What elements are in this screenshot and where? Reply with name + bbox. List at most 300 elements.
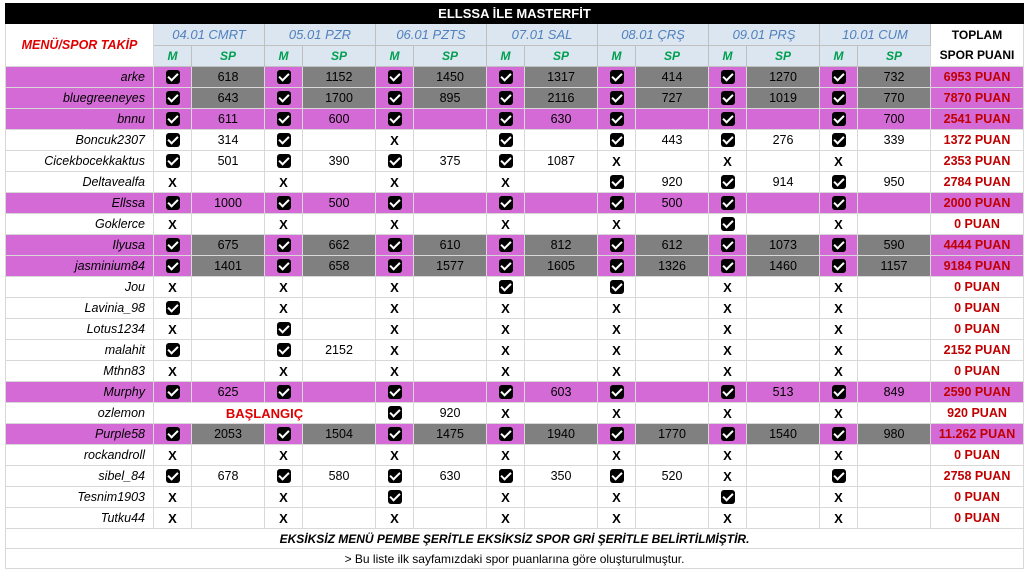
sport-points-cell xyxy=(414,109,487,130)
sport-points-cell: 630 xyxy=(414,466,487,487)
sport-column-header: SP xyxy=(303,46,376,67)
checkbox-checked-icon xyxy=(721,238,735,252)
sport-points-cell: 2152 xyxy=(303,340,376,361)
checkbox-checked-icon xyxy=(721,385,735,399)
sport-points-cell xyxy=(192,361,265,382)
sport-points-cell: 375 xyxy=(414,151,487,172)
sport-points-cell xyxy=(858,277,931,298)
sport-points-cell xyxy=(858,466,931,487)
sport-points-cell xyxy=(858,340,931,361)
sport-points-cell: 443 xyxy=(636,130,709,151)
checkbox-checked-icon xyxy=(499,469,513,483)
sport-points-cell: 2116 xyxy=(525,88,598,109)
total-points: 2758 PUAN xyxy=(931,466,1024,487)
checkbox-checked-icon xyxy=(610,70,624,84)
menu-status-cell xyxy=(154,214,192,235)
menu-status-cell xyxy=(376,382,414,403)
menu-status-cell xyxy=(154,298,192,319)
sport-points-cell xyxy=(636,277,709,298)
x-mark-icon: X xyxy=(390,447,399,463)
x-mark-icon: X xyxy=(168,489,177,505)
participant-name: bluegreeneyes xyxy=(6,88,154,109)
sport-points-cell: 1700 xyxy=(303,88,376,109)
checkbox-checked-icon xyxy=(721,490,735,504)
checkbox-checked-icon xyxy=(610,91,624,105)
checkbox-checked-icon xyxy=(166,91,180,105)
sport-points-cell: 276 xyxy=(747,130,820,151)
menu-status-cell xyxy=(709,193,747,214)
sport-points-cell xyxy=(858,445,931,466)
menu-status-cell xyxy=(709,88,747,109)
checkbox-checked-icon xyxy=(166,427,180,441)
menu-status-cell xyxy=(709,172,747,193)
participant-row xyxy=(6,487,1024,508)
menu-status-cell xyxy=(376,403,414,424)
menu-status-cell xyxy=(598,340,636,361)
sport-points-cell xyxy=(525,277,598,298)
sport-points-cell xyxy=(636,382,709,403)
sport-points-cell: 1475 xyxy=(414,424,487,445)
menu-status-cell xyxy=(709,109,747,130)
x-mark-icon: X xyxy=(390,342,399,358)
checkbox-checked-icon xyxy=(277,238,291,252)
sport-points-cell xyxy=(636,151,709,172)
x-mark-icon: X xyxy=(612,363,621,379)
x-mark-icon: X xyxy=(723,300,732,316)
menu-column-header: M xyxy=(376,46,414,67)
menu-status-cell xyxy=(598,130,636,151)
sport-points-cell xyxy=(192,340,265,361)
checkbox-checked-icon xyxy=(388,70,402,84)
checkbox-checked-icon xyxy=(499,70,513,84)
menu-status-cell xyxy=(265,256,303,277)
menu-status-cell xyxy=(598,172,636,193)
total-points: 2353 PUAN xyxy=(931,151,1024,172)
sport-points-cell xyxy=(636,508,709,529)
sport-points-cell xyxy=(747,193,820,214)
total-points: 0 PUAN xyxy=(931,508,1024,529)
checkbox-checked-icon xyxy=(277,154,291,168)
menu-status-cell xyxy=(820,67,858,88)
date-header: 10.01 CUM xyxy=(820,24,931,46)
checkbox-checked-icon xyxy=(721,70,735,84)
sport-points-cell xyxy=(747,445,820,466)
participant-name: malahit xyxy=(6,340,154,361)
checkbox-checked-icon xyxy=(721,175,735,189)
sport-points-cell xyxy=(303,319,376,340)
x-mark-icon: X xyxy=(501,216,510,232)
x-mark-icon: X xyxy=(390,363,399,379)
x-mark-icon: X xyxy=(279,300,288,316)
menu-status-cell xyxy=(820,508,858,529)
sport-points-cell: 390 xyxy=(303,151,376,172)
date-header: 07.01 SAL xyxy=(487,24,598,46)
checkbox-checked-icon xyxy=(388,154,402,168)
menu-status-cell xyxy=(598,193,636,214)
total-header-line1: TOPLAM xyxy=(951,28,1003,42)
menu-status-cell xyxy=(265,340,303,361)
sport-points-cell xyxy=(636,361,709,382)
menu-status-cell xyxy=(265,466,303,487)
menu-status-cell xyxy=(376,172,414,193)
menu-status-cell xyxy=(265,109,303,130)
checkbox-checked-icon xyxy=(499,154,513,168)
participant-name: sibel_84 xyxy=(6,466,154,487)
menu-status-cell xyxy=(709,319,747,340)
menu-status-cell xyxy=(709,361,747,382)
checkbox-checked-icon xyxy=(166,196,180,210)
total-points: 9184 PUAN xyxy=(931,256,1024,277)
x-mark-icon: X xyxy=(723,510,732,526)
checkbox-checked-icon xyxy=(721,112,735,126)
x-mark-icon: X xyxy=(390,174,399,190)
total-points: 0 PUAN xyxy=(931,319,1024,340)
sport-points-cell xyxy=(525,319,598,340)
x-mark-icon: X xyxy=(612,216,621,232)
sport-points-cell xyxy=(858,319,931,340)
sport-points-cell: 520 xyxy=(636,466,709,487)
participant-name: Ellssa xyxy=(6,193,154,214)
x-mark-icon: X xyxy=(279,510,288,526)
x-mark-icon: X xyxy=(168,279,177,295)
sport-points-cell xyxy=(636,214,709,235)
x-mark-icon: X xyxy=(834,363,843,379)
checkbox-checked-icon xyxy=(277,343,291,357)
sport-points-cell: 700 xyxy=(858,109,931,130)
sport-points-cell xyxy=(303,130,376,151)
menu-status-cell xyxy=(487,361,525,382)
sport-points-cell xyxy=(636,340,709,361)
participant-row xyxy=(6,130,1024,151)
x-mark-icon: X xyxy=(501,174,510,190)
sport-points-cell: 1577 xyxy=(414,256,487,277)
menu-status-cell xyxy=(709,445,747,466)
checkbox-checked-icon xyxy=(499,196,513,210)
menu-status-cell xyxy=(265,151,303,172)
x-mark-icon: X xyxy=(834,405,843,421)
x-mark-icon: X xyxy=(612,300,621,316)
checkbox-checked-icon xyxy=(610,238,624,252)
sport-points-cell: 1770 xyxy=(636,424,709,445)
participant-row xyxy=(6,172,1024,193)
total-points: 2784 PUAN xyxy=(931,172,1024,193)
menu-column-header: M xyxy=(265,46,303,67)
menu-status-cell xyxy=(376,424,414,445)
menu-status-cell xyxy=(265,193,303,214)
menu-status-cell xyxy=(376,151,414,172)
x-mark-icon: X xyxy=(390,300,399,316)
sport-points-cell xyxy=(192,172,265,193)
checkbox-checked-icon xyxy=(166,259,180,273)
menu-status-cell xyxy=(265,445,303,466)
sport-points-cell: 314 xyxy=(192,130,265,151)
sport-points-cell: 1540 xyxy=(747,424,820,445)
menu-status-cell xyxy=(709,508,747,529)
menu-status-cell xyxy=(154,88,192,109)
menu-status-cell xyxy=(265,88,303,109)
sport-points-cell: 625 xyxy=(192,382,265,403)
menu-status-cell xyxy=(154,466,192,487)
checkbox-checked-icon xyxy=(166,112,180,126)
total-points: 11.262 PUAN xyxy=(931,424,1024,445)
sport-points-cell xyxy=(747,109,820,130)
sport-points-cell xyxy=(303,172,376,193)
participant-row xyxy=(6,235,1024,256)
menu-status-cell xyxy=(154,193,192,214)
menu-status-cell xyxy=(154,277,192,298)
sport-points-cell xyxy=(636,109,709,130)
menu-status-cell xyxy=(598,319,636,340)
checkbox-checked-icon xyxy=(832,469,846,483)
x-mark-icon: X xyxy=(723,468,732,484)
date-header: 04.01 CMRT xyxy=(154,24,265,46)
sport-points-cell: 678 xyxy=(192,466,265,487)
menu-status-cell xyxy=(487,382,525,403)
menu-status-cell xyxy=(709,340,747,361)
menu-status-cell xyxy=(376,88,414,109)
participant-rows xyxy=(6,67,1024,529)
x-mark-icon: X xyxy=(390,510,399,526)
menu-status-cell xyxy=(598,487,636,508)
participant-name: Cicekbocekkaktus xyxy=(6,151,154,172)
sport-points-cell xyxy=(192,508,265,529)
menu-status-cell xyxy=(598,424,636,445)
sport-points-cell xyxy=(858,298,931,319)
checkbox-checked-icon xyxy=(832,133,846,147)
checkbox-checked-icon xyxy=(499,259,513,273)
sport-points-cell xyxy=(414,298,487,319)
participant-name: Tesnim1903 xyxy=(6,487,154,508)
x-mark-icon: X xyxy=(834,216,843,232)
checkbox-checked-icon xyxy=(721,217,735,231)
participant-row xyxy=(6,361,1024,382)
x-mark-icon: X xyxy=(501,363,510,379)
menu-status-cell xyxy=(265,214,303,235)
menu-status-cell xyxy=(709,403,747,424)
menu-status-cell xyxy=(598,214,636,235)
sport-column-header: SP xyxy=(525,46,598,67)
menu-status-cell xyxy=(265,67,303,88)
sport-points-cell xyxy=(747,214,820,235)
sport-points-cell xyxy=(747,298,820,319)
x-mark-icon: X xyxy=(168,174,177,190)
x-mark-icon: X xyxy=(612,153,621,169)
x-mark-icon: X xyxy=(723,321,732,337)
checkbox-checked-icon xyxy=(166,238,180,252)
participant-name: Mthn83 xyxy=(6,361,154,382)
x-mark-icon: X xyxy=(168,321,177,337)
menu-status-cell xyxy=(154,109,192,130)
menu-status-cell xyxy=(487,151,525,172)
participant-row xyxy=(6,382,1024,403)
menu-status-cell xyxy=(820,235,858,256)
menu-status-cell xyxy=(154,67,192,88)
sport-points-cell xyxy=(414,193,487,214)
menu-status-cell xyxy=(709,235,747,256)
checkbox-checked-icon xyxy=(832,91,846,105)
sport-points-cell: 414 xyxy=(636,67,709,88)
menu-status-cell xyxy=(154,256,192,277)
sport-points-cell: 980 xyxy=(858,424,931,445)
menu-status-cell xyxy=(709,466,747,487)
participant-name: Lotus1234 xyxy=(6,319,154,340)
date-header: 05.01 PZR xyxy=(265,24,376,46)
menu-status-cell xyxy=(820,403,858,424)
menu-status-cell xyxy=(820,340,858,361)
checkbox-checked-icon xyxy=(277,196,291,210)
sport-points-cell xyxy=(525,193,598,214)
sport-points-cell: 1270 xyxy=(747,67,820,88)
checkbox-checked-icon xyxy=(277,91,291,105)
x-mark-icon: X xyxy=(501,300,510,316)
menu-status-cell xyxy=(154,445,192,466)
checkbox-checked-icon xyxy=(499,427,513,441)
x-mark-icon: X xyxy=(390,132,399,148)
menu-status-cell xyxy=(820,487,858,508)
checkbox-checked-icon xyxy=(610,427,624,441)
checkbox-checked-icon xyxy=(499,238,513,252)
menu-status-cell xyxy=(265,277,303,298)
sport-points-cell xyxy=(303,445,376,466)
menu-status-cell xyxy=(487,193,525,214)
checkbox-checked-icon xyxy=(166,469,180,483)
participant-row xyxy=(6,298,1024,319)
x-mark-icon: X xyxy=(612,405,621,421)
checkbox-checked-icon xyxy=(610,385,624,399)
menu-status-cell xyxy=(376,466,414,487)
checkbox-checked-icon xyxy=(499,112,513,126)
menu-status-cell xyxy=(820,130,858,151)
total-header-line2: SPOR PUANI xyxy=(939,48,1015,62)
total-points: 4444 PUAN xyxy=(931,235,1024,256)
checkbox-checked-icon xyxy=(721,196,735,210)
menu-column-header: M xyxy=(598,46,636,67)
x-mark-icon: X xyxy=(279,363,288,379)
menu-status-cell xyxy=(376,193,414,214)
sport-points-cell xyxy=(303,487,376,508)
menu-column-header: M xyxy=(820,46,858,67)
menu-status-cell xyxy=(376,130,414,151)
menu-status-cell xyxy=(820,151,858,172)
menu-status-cell xyxy=(154,424,192,445)
sport-points-cell xyxy=(414,340,487,361)
sport-column-header: SP xyxy=(192,46,265,67)
x-mark-icon: X xyxy=(834,153,843,169)
menu-status-cell xyxy=(154,382,192,403)
sport-points-cell xyxy=(525,487,598,508)
x-mark-icon: X xyxy=(723,363,732,379)
participant-name: rockandroll xyxy=(6,445,154,466)
sport-points-cell: 500 xyxy=(636,193,709,214)
sport-points-cell: 1073 xyxy=(747,235,820,256)
menu-status-cell xyxy=(265,361,303,382)
x-mark-icon: X xyxy=(834,300,843,316)
checkbox-checked-icon xyxy=(610,112,624,126)
x-mark-icon: X xyxy=(612,510,621,526)
menu-status-cell xyxy=(487,319,525,340)
participant-row xyxy=(6,340,1024,361)
sport-points-cell xyxy=(414,214,487,235)
date-header: 09.01 PRŞ xyxy=(709,24,820,46)
menu-status-cell xyxy=(820,298,858,319)
sport-points-cell xyxy=(303,214,376,235)
x-mark-icon: X xyxy=(612,489,621,505)
sport-points-cell xyxy=(414,382,487,403)
total-points: 0 PUAN xyxy=(931,214,1024,235)
menu-status-cell xyxy=(487,235,525,256)
total-points: 6953 PUAN xyxy=(931,67,1024,88)
menu-status-cell xyxy=(487,445,525,466)
menu-status-cell xyxy=(598,403,636,424)
menu-status-cell xyxy=(487,403,525,424)
checkbox-checked-icon xyxy=(721,259,735,273)
x-mark-icon: X xyxy=(501,321,510,337)
menu-status-cell xyxy=(598,109,636,130)
sport-column-header: SP xyxy=(858,46,931,67)
checkbox-checked-icon xyxy=(277,322,291,336)
total-points: 1372 PUAN xyxy=(931,130,1024,151)
sport-points-cell: 603 xyxy=(525,382,598,403)
checkbox-checked-icon xyxy=(832,175,846,189)
menu-status-cell xyxy=(265,508,303,529)
participant-name: arke xyxy=(6,67,154,88)
menu-status-cell xyxy=(598,361,636,382)
x-mark-icon: X xyxy=(834,510,843,526)
menu-status-cell xyxy=(487,109,525,130)
checkbox-checked-icon xyxy=(388,469,402,483)
sport-points-cell xyxy=(414,361,487,382)
sport-points-cell xyxy=(858,151,931,172)
menu-status-cell xyxy=(820,109,858,130)
menu-status-cell xyxy=(709,487,747,508)
sport-points-cell xyxy=(747,466,820,487)
sport-points-cell xyxy=(858,361,931,382)
sport-points-cell: 732 xyxy=(858,67,931,88)
menu-status-cell xyxy=(154,235,192,256)
x-mark-icon: X xyxy=(723,279,732,295)
sport-points-cell: 2053 xyxy=(192,424,265,445)
x-mark-icon: X xyxy=(168,510,177,526)
sport-points-cell xyxy=(525,445,598,466)
checkbox-checked-icon xyxy=(832,385,846,399)
sport-points-cell: 1152 xyxy=(303,67,376,88)
sport-points-cell xyxy=(636,403,709,424)
menu-status-cell xyxy=(376,277,414,298)
sport-points-cell: 612 xyxy=(636,235,709,256)
checkbox-checked-icon xyxy=(388,238,402,252)
participant-row xyxy=(6,256,1024,277)
checkbox-checked-icon xyxy=(721,133,735,147)
participant-row xyxy=(6,214,1024,235)
sport-points-cell: 950 xyxy=(858,172,931,193)
participant-row xyxy=(6,193,1024,214)
participant-name: ozlemon xyxy=(6,403,154,424)
menu-status-cell xyxy=(820,424,858,445)
menu-status-cell xyxy=(265,172,303,193)
sport-points-cell xyxy=(747,151,820,172)
sport-points-cell xyxy=(414,319,487,340)
sport-points-cell: 727 xyxy=(636,88,709,109)
checkbox-checked-icon xyxy=(277,112,291,126)
menu-status-cell xyxy=(820,361,858,382)
x-mark-icon: X xyxy=(612,447,621,463)
date-header: 08.01 ÇRŞ xyxy=(598,24,709,46)
sport-points-cell xyxy=(858,508,931,529)
menu-status-cell xyxy=(265,487,303,508)
sport-points-cell: 812 xyxy=(525,235,598,256)
participant-name: Deltavealfa xyxy=(6,172,154,193)
checkbox-checked-icon xyxy=(832,259,846,273)
